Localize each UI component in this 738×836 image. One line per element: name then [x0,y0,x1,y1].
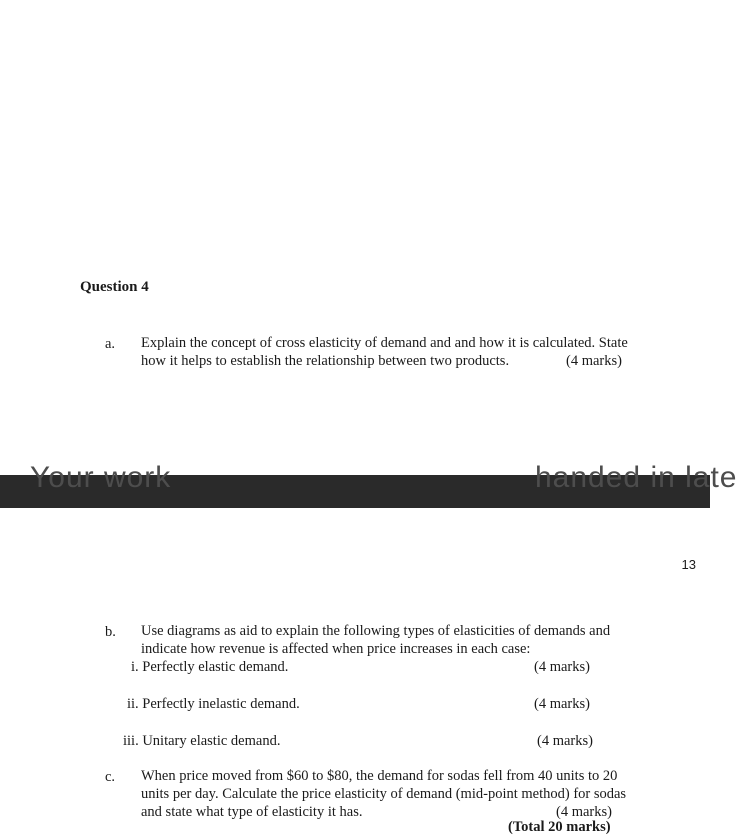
part-b-item-2: ii. Perfectly inelastic demand. [127,696,300,712]
question-title: Question 4 [80,279,149,295]
banner-right-text: handed in late [535,461,738,494]
part-b-item-3: iii. Unitary elastic demand. [123,733,281,749]
total-marks: (Total 20 marks) [508,819,611,835]
part-a-marks: (4 marks) [566,353,622,369]
part-b-item-2-marks: (4 marks) [534,696,590,712]
page-number: 13 [681,557,696,572]
part-c-marks: (4 marks) [556,804,612,820]
banner-left-text: Your work [30,461,172,494]
part-a-line-2: how it helps to establish the relationship between two products. [141,353,510,369]
part-b-item-1: i. Perfectly elastic demand. [131,659,289,675]
part-b-item-1-marks: (4 marks) [534,659,590,675]
part-b-line-1: Use diagrams as aid to explain the following types of elasticities of demands and [141,623,611,639]
part-b-label: b. [105,624,116,640]
part-a-line-1: Explain the concept of cross elasticity of demand and and how it is calculated. State [141,335,628,351]
part-b-item-3-marks: (4 marks) [537,733,593,749]
part-c-line-1: When price moved from $60 to $80, the demand for sodas fell from 40 units to 20 [141,768,618,784]
part-c-line-2: units per day. Calculate the price elasticity of demand (mid-point method) for sodas [141,786,627,802]
part-b-line-2: indicate how revenue is affected when price increases in each case: [141,641,531,657]
overlay-banner [0,461,738,508]
part-c-line-3: and state what type of elasticity it has. [141,804,363,820]
part-a-label: a. [105,336,116,352]
part-c-label: c. [105,769,116,785]
